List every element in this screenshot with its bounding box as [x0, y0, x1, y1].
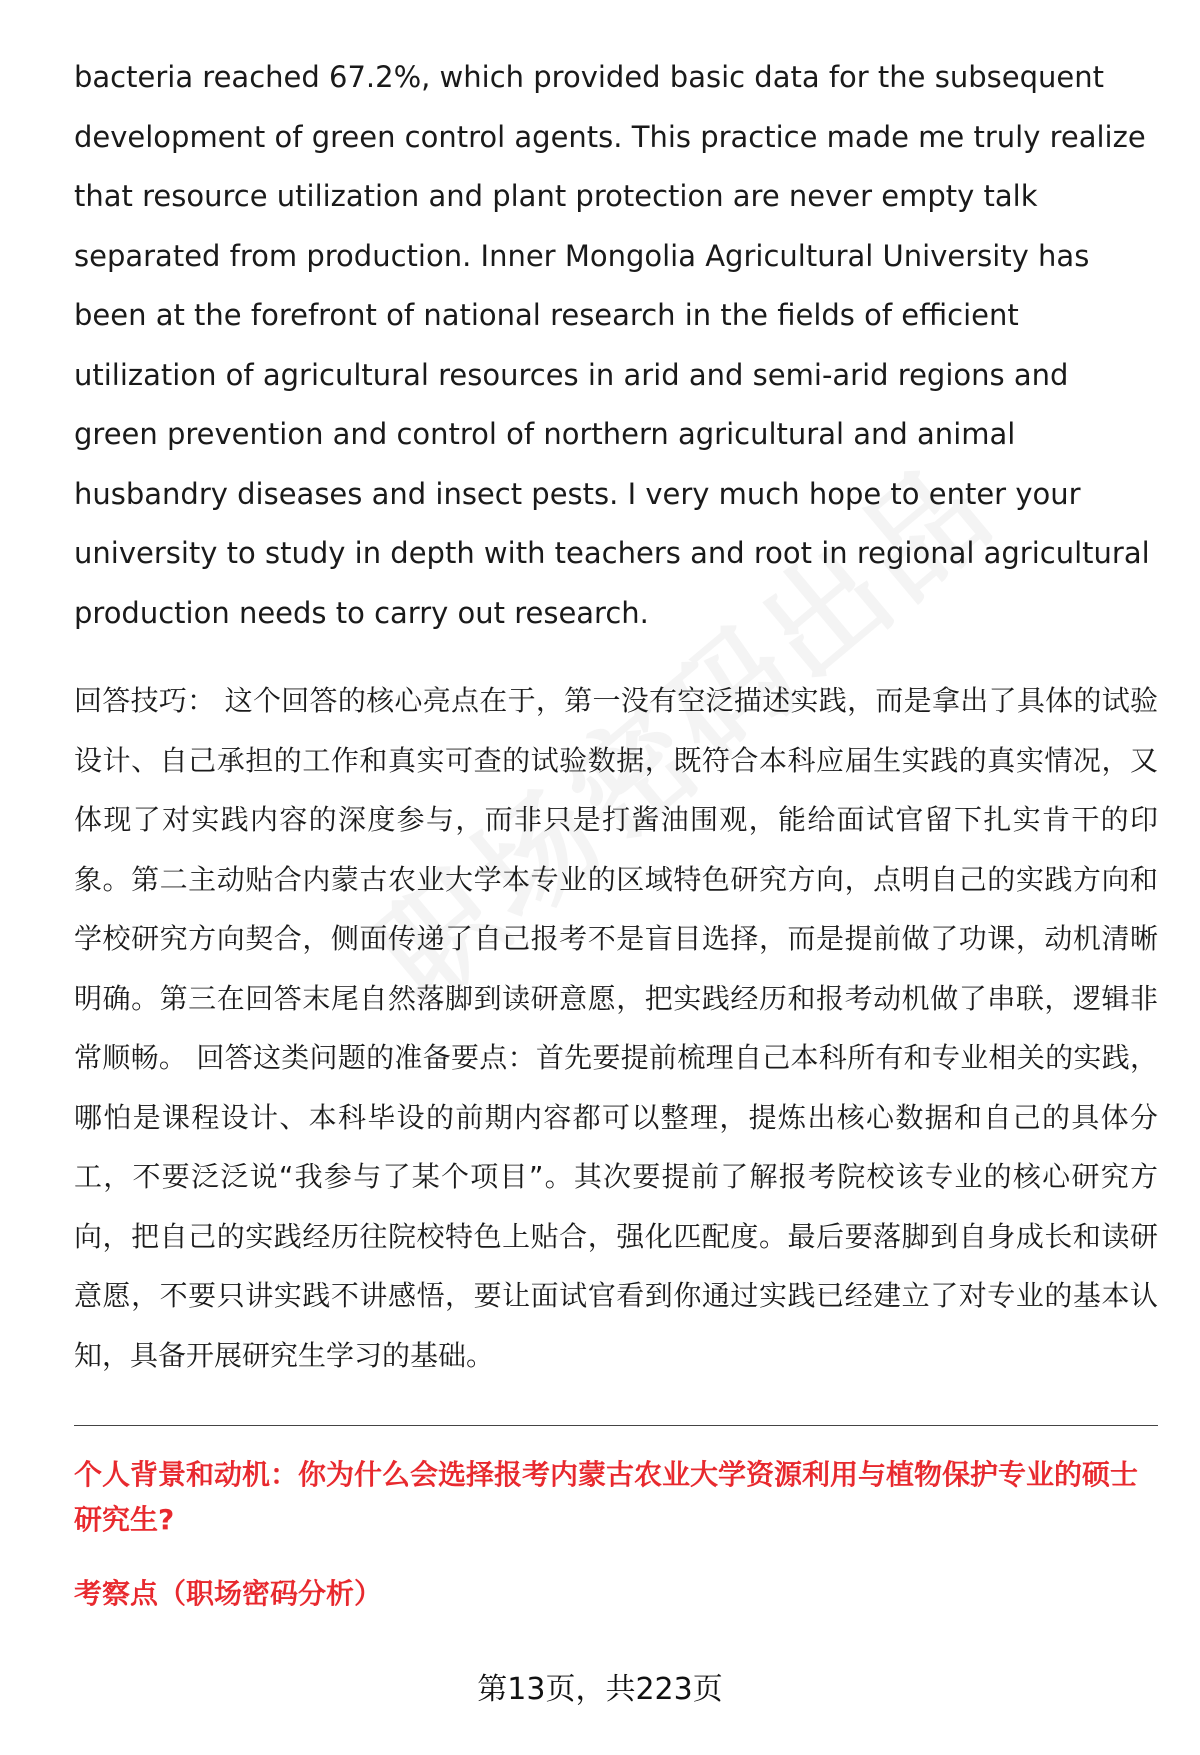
- answer-tips-paragraph: 回答技巧： 这个回答的核心亮点在于，第一没有空泛描述实践，而是拿出了具体的试验设计、自己承担的工作和真实可查的试验数据，既符合本科应届生实践的真实情况，又体现了对实践内容的深度参与，而非只是打酱油围观，能给面试官留下扎实肯干的印象。第二主动贴合内蒙古农业大学本专业的区域特色研究方向，点明自己的实践方向和学校研究方向契合，侧面传递了自己报考不是盲目选择，而是提前做了功课，动机清晰明确。第三在回答末尾自然落脚到读研意愿，把实践经历和报考动机做了串联，逻辑非常顺畅。 回答这类问题的准备要点：首先要提前梳理自己本科所有和专业相关的实践，哪怕是课程设计、本科毕设的前期内容都可以整理，提炼出核心数据和自己的具体分工，不要泛泛说“我参与了某个项目”。其次要提前了解报考院校该专业的核心研究方向，把自己的实践经历往院校特色上贴合，强化匹配度。最后要落脚到自身成长和读研意愿，不要只讲实践不讲感悟，要让面试官看到你通过实践已经建立了对专业的基本认知，具备开展研究生学习的基础。: [74, 684, 1158, 1372]
- page-number-footer: 第13页，共223页: [477, 1672, 723, 1707]
- examination-point-heading: 考察点（职场密码分析）: [74, 1577, 383, 1610]
- page-content: [74, 48, 1158, 1614]
- section-divider: [74, 1425, 1158, 1426]
- interview-question-heading: 个人背景和动机：你为什么会选择报考内蒙古农业大学资源利用与植物保护专业的硕士研究生?: [74, 1458, 1139, 1536]
- english-answer-paragraph: bacteria reached 67.2%, which provided basic data for the subsequent development of green control agents. This practice made me truly realize that resource utilization and plant protection are never empty talk separated from production. Inner Mongolia Agricultural University has been at the forefront of national research in the fields of efficient utilization of agricultural resources in arid and semi-arid regions and green prevention and control of northern agricultural and animal husbandry diseases and insect pests. I very much hope to enter your university to study in depth with teachers and root in regional agricultural production needs to carry out research.: [74, 60, 1150, 630]
